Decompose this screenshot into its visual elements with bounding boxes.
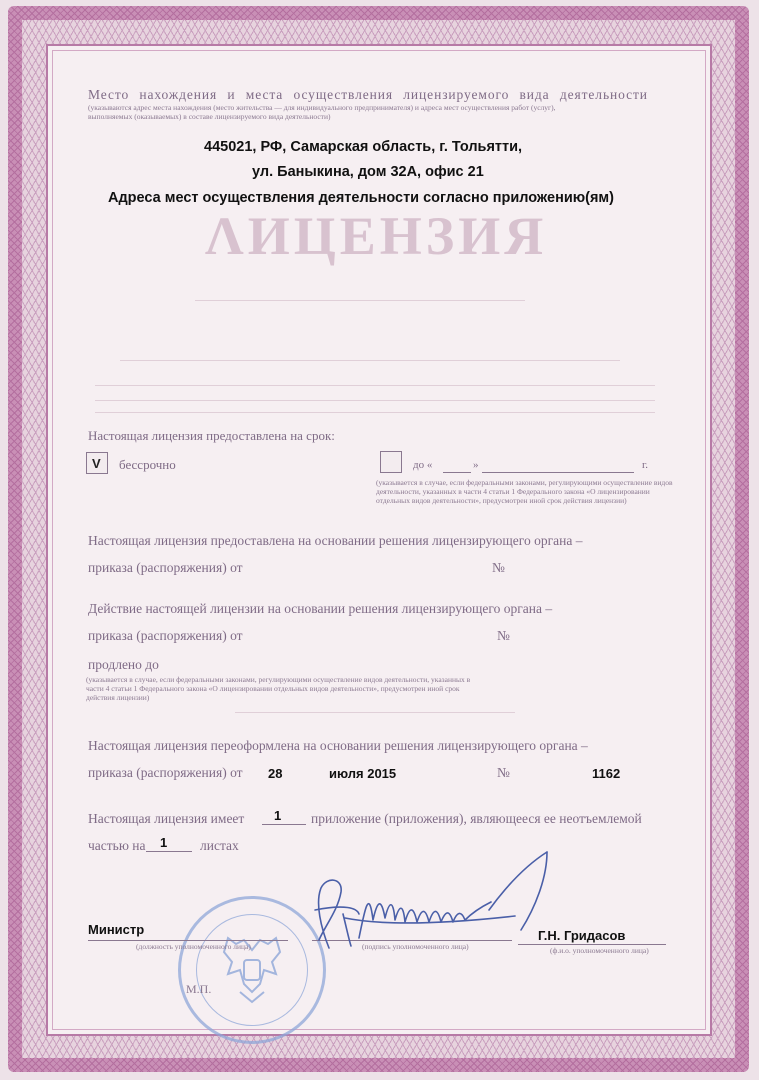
ghost-line [195, 300, 525, 301]
until-quote: » [473, 459, 479, 471]
until-note: (указывается в случае, если федеральными законами, регулирующими осуществление видов деятельности, указанных в части 4 статьи 1 Федерального закона «О лицензировании отдельных видов деятельности», предусмотрен иной срок действия лицензии) [376, 478, 673, 505]
ghost-line [235, 712, 515, 713]
basis-line: Настоящая лицензия предоставлена на основании решения лицензирующего органа – [88, 533, 583, 548]
extension-line: Действие настоящей лицензии на основании решения лицензирующего органа – [88, 601, 553, 616]
ghost-line [95, 412, 655, 413]
indefinite-label: бессрочно [119, 457, 176, 472]
handwritten-signature [285, 848, 555, 958]
official-position: Министр [88, 922, 145, 937]
location-note: выполняемых (оказываемых) в составе лицензируемого вида деятельности) [88, 112, 331, 121]
signature-caption: (подпись уполномоченного лица) [362, 942, 469, 951]
extended-until-label: продлено до [88, 657, 159, 672]
appendix-text: приложение (приложения), являющееся ее неотъемлемой [311, 811, 642, 826]
position-caption: (должность уполномоченного лица) [136, 942, 251, 951]
check-mark-icon: V [92, 456, 101, 471]
mp-mark: М.П. [186, 982, 212, 996]
ghost-line [120, 360, 620, 361]
location-note: (указываются адрес места нахождения (место жительства — для индивидуального предпринимателя) и адреса мест осуществления работ (услуг), [88, 103, 556, 112]
appendix-sheets-unit: листах [200, 838, 239, 853]
reissue-number-sign: № [497, 765, 510, 780]
until-label: до « [413, 459, 433, 471]
reissue-order-label: приказа (распоряжения) от [88, 765, 243, 780]
ghost-line [95, 400, 655, 401]
ghost-watermark: ΛИЦΕΗЗИЯ [205, 206, 548, 266]
appendix-count-line [262, 824, 306, 825]
reissue-day: 28 [268, 766, 283, 781]
basis-number-sign: № [492, 560, 505, 575]
appendix-text: Настоящая лицензия имеет [88, 811, 245, 826]
extension-note: (указывается в случае, если федеральными законами, регулирующими осуществление видов деятельности, указанных в части 4 статьи 1 Федерального закона «О лицензировании отдельных видов деятельности», предусмотрен иной срок действия лицензии) [86, 675, 471, 702]
appendix-sheets-line [146, 851, 192, 852]
until-day-line [443, 472, 471, 473]
until-checkbox [380, 451, 402, 473]
position-line [88, 940, 288, 941]
reissue-line: Настоящая лицензия переоформлена на основании решения лицензирующего органа – [88, 738, 588, 753]
reissue-number: 1162 [592, 766, 621, 781]
official-name: Г.Н. Гридасов [538, 928, 626, 943]
name-caption: (ф.и.о. уполномоченного лица) [550, 946, 649, 955]
extension-order-label: приказа (распоряжения) от [88, 628, 243, 643]
address-line: 445021, РФ, Самарская область, г. Тольятти, [204, 139, 523, 155]
ghost-line [95, 385, 655, 386]
term-heading: Настоящая лицензия предоставлена на срок: [88, 428, 335, 443]
extension-number-sign: № [497, 628, 510, 643]
location-heading: Место нахождения и места осуществления лицензируемого вида деятельности [88, 87, 648, 102]
address-line: ул. Баныкина, дом 32А, офис 21 [252, 164, 484, 180]
address-line: Адреса мест осуществления деятельности согласно приложению(ям) [108, 190, 614, 206]
appendix-sheets: 1 [160, 835, 168, 850]
until-year-suffix: г. [642, 459, 649, 471]
appendix-sheets-label: частью на [88, 838, 146, 853]
until-month-line [482, 472, 634, 473]
basis-order-label: приказа (распоряжения) от [88, 560, 243, 575]
reissue-month-year: июля 2015 [329, 766, 397, 781]
appendix-count: 1 [274, 808, 282, 823]
